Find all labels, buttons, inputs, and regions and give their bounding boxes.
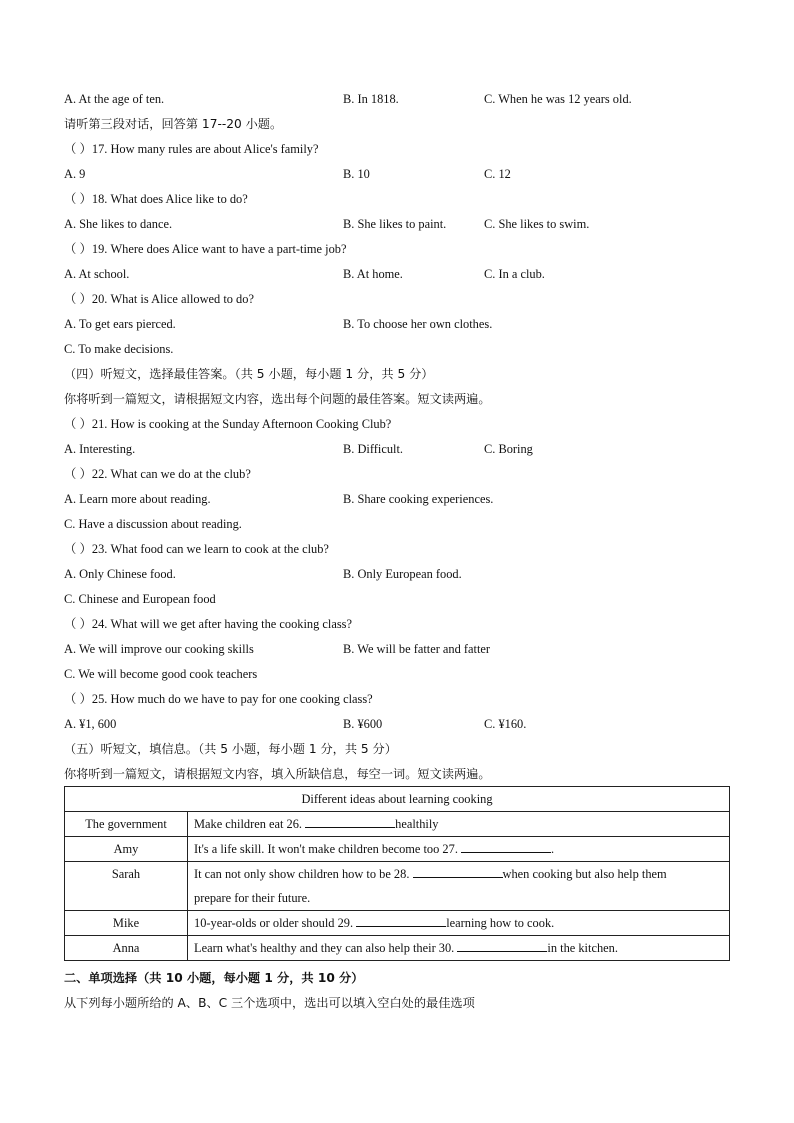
question-text: （ ）21. How is cooking at the Sunday Afternoon Cooking Club? xyxy=(64,417,392,431)
option-c[interactable]: C. Chinese and European food xyxy=(64,592,216,606)
question-text: （ ）22. What can we do at the club? xyxy=(64,467,251,481)
text-row xyxy=(0,366,794,382)
option-a[interactable]: A. Only Chinese food. xyxy=(64,567,176,581)
instruction-text: （五）听短文，填信息。（共 5 小题，每小题 1 分，共 5 分） xyxy=(64,742,397,756)
option-b[interactable]: B. She likes to paint. xyxy=(343,217,447,231)
text-row xyxy=(0,341,794,357)
option-a[interactable]: A. To get ears pierced. xyxy=(64,317,176,331)
question-row xyxy=(0,416,794,432)
option-a[interactable]: A. 9 xyxy=(64,167,86,181)
row-content: 10-year-olds or older should 29. learning how to cook. xyxy=(188,911,730,936)
answer-options xyxy=(0,166,794,182)
question-row xyxy=(0,616,794,632)
question-text: （ ）23. What food can we learn to cook at the club? xyxy=(64,542,329,556)
row-content: Learn what's healthy and they can also help their 30. in the kitchen. xyxy=(188,936,730,961)
option-b[interactable]: B. ¥600 xyxy=(343,717,383,731)
section-instruction: 从下列每小题所给的 A、B、C 三个选项中，选出可以填入空白处的最佳选项 xyxy=(64,996,475,1010)
answer-options xyxy=(0,91,794,107)
option-c[interactable]: C. When he was 12 years old. xyxy=(484,92,632,106)
row-name: The government xyxy=(65,812,188,837)
option-c[interactable]: C. 12 xyxy=(484,167,511,181)
option-a[interactable]: A. At the age of ten. xyxy=(64,92,165,106)
option-b[interactable]: B. We will be fatter and fatter xyxy=(343,642,491,656)
text-row xyxy=(0,766,794,782)
option-b[interactable]: B. Difficult. xyxy=(343,442,403,456)
option-c[interactable]: C. To make decisions. xyxy=(64,342,174,356)
question-row xyxy=(0,691,794,707)
question-text: （ ）20. What is Alice allowed to do? xyxy=(64,292,254,306)
option-a[interactable]: A. At school. xyxy=(64,267,130,281)
question-row xyxy=(0,541,794,557)
option-a[interactable]: A. Learn more about reading. xyxy=(64,492,211,506)
answer-options xyxy=(0,266,794,282)
answer-options xyxy=(0,641,794,657)
answer-options xyxy=(0,566,794,582)
answer-blank[interactable] xyxy=(413,865,503,878)
instruction-text: 你将听到一篇短文，请根据短文内容，填入所缺信息，每空一词。短文读两遍。 xyxy=(64,767,491,781)
answer-options xyxy=(0,441,794,457)
row-name: Amy xyxy=(65,837,188,862)
section-title: 二、单项选择（共 10 小题，每小题 1 分，共 10 分） xyxy=(64,971,364,985)
row-name: Mike xyxy=(65,911,188,936)
question-row xyxy=(0,241,794,257)
option-b[interactable]: B. To choose her own clothes. xyxy=(343,317,493,331)
answer-options xyxy=(0,316,794,332)
question-text: （ ）18. What does Alice like to do? xyxy=(64,192,248,206)
table-row xyxy=(65,911,730,936)
row-content: It's a life skill. It won't make children become too 27. . xyxy=(188,837,730,862)
option-a[interactable]: A. She likes to dance. xyxy=(64,217,173,231)
answer-options xyxy=(0,491,794,507)
question-text: （ ）24. What will we get after having the cooking class? xyxy=(64,617,352,631)
row-content: Make children eat 26. healthily xyxy=(188,812,730,837)
table-row xyxy=(65,862,730,911)
question-row xyxy=(0,141,794,157)
question-text: （ ）19. Where does Alice want to have a part-time job? xyxy=(64,242,347,256)
answer-options xyxy=(0,216,794,232)
option-a[interactable]: A. We will improve our cooking skills xyxy=(64,642,254,656)
option-c[interactable]: C. In a club. xyxy=(484,267,545,281)
option-b[interactable]: B. At home. xyxy=(343,267,403,281)
text-row xyxy=(0,391,794,407)
instruction-text: 你将听到一篇短文，请根据短文内容，选出每个问题的最佳答案。短文读两遍。 xyxy=(64,392,491,406)
text-row xyxy=(0,666,794,682)
answer-blank[interactable] xyxy=(305,815,395,828)
option-c[interactable]: C. ¥160. xyxy=(484,717,527,731)
question-row xyxy=(0,191,794,207)
table-row xyxy=(65,812,730,837)
option-b[interactable]: B. In 1818. xyxy=(343,92,399,106)
text-row xyxy=(0,591,794,607)
info-table xyxy=(64,786,730,961)
option-c[interactable]: C. She likes to swim. xyxy=(484,217,590,231)
table-row xyxy=(65,936,730,961)
row-name: Sarah xyxy=(65,862,188,911)
row-name: Anna xyxy=(65,936,188,961)
question-row xyxy=(0,466,794,482)
instruction-text: 请听第三段对话，回答第 17--20 小题。 xyxy=(64,117,283,131)
instruction-text: （四）听短文，选择最佳答案。（共 5 小题，每小题 1 分，共 5 分） xyxy=(64,367,434,381)
text-row xyxy=(0,116,794,132)
table-row xyxy=(65,837,730,862)
row-content: It can not only show children how to be 28. when cooking but also help them prepare for their future. xyxy=(188,862,730,911)
text-row xyxy=(0,516,794,532)
option-c[interactable]: C. Have a discussion about reading. xyxy=(64,517,242,531)
option-a[interactable]: A. ¥1, 600 xyxy=(64,717,117,731)
answer-options xyxy=(0,716,794,732)
text-row xyxy=(0,741,794,757)
option-b[interactable]: B. Only European food. xyxy=(343,567,462,581)
option-a[interactable]: A. Interesting. xyxy=(64,442,136,456)
option-c[interactable]: C. Boring xyxy=(484,442,533,456)
question-row xyxy=(0,291,794,307)
answer-blank[interactable] xyxy=(461,840,551,853)
answer-blank[interactable] xyxy=(356,914,446,927)
option-c[interactable]: C. We will become good cook teachers xyxy=(64,667,258,681)
answer-blank[interactable] xyxy=(457,939,547,952)
table-header: Different ideas about learning cooking xyxy=(65,787,730,812)
option-b[interactable]: B. Share cooking experiences. xyxy=(343,492,494,506)
question-text: （ ）25. How much do we have to pay for one cooking class? xyxy=(64,692,373,706)
question-text: （ ）17. How many rules are about Alice's family? xyxy=(64,142,319,156)
option-b[interactable]: B. 10 xyxy=(343,167,370,181)
